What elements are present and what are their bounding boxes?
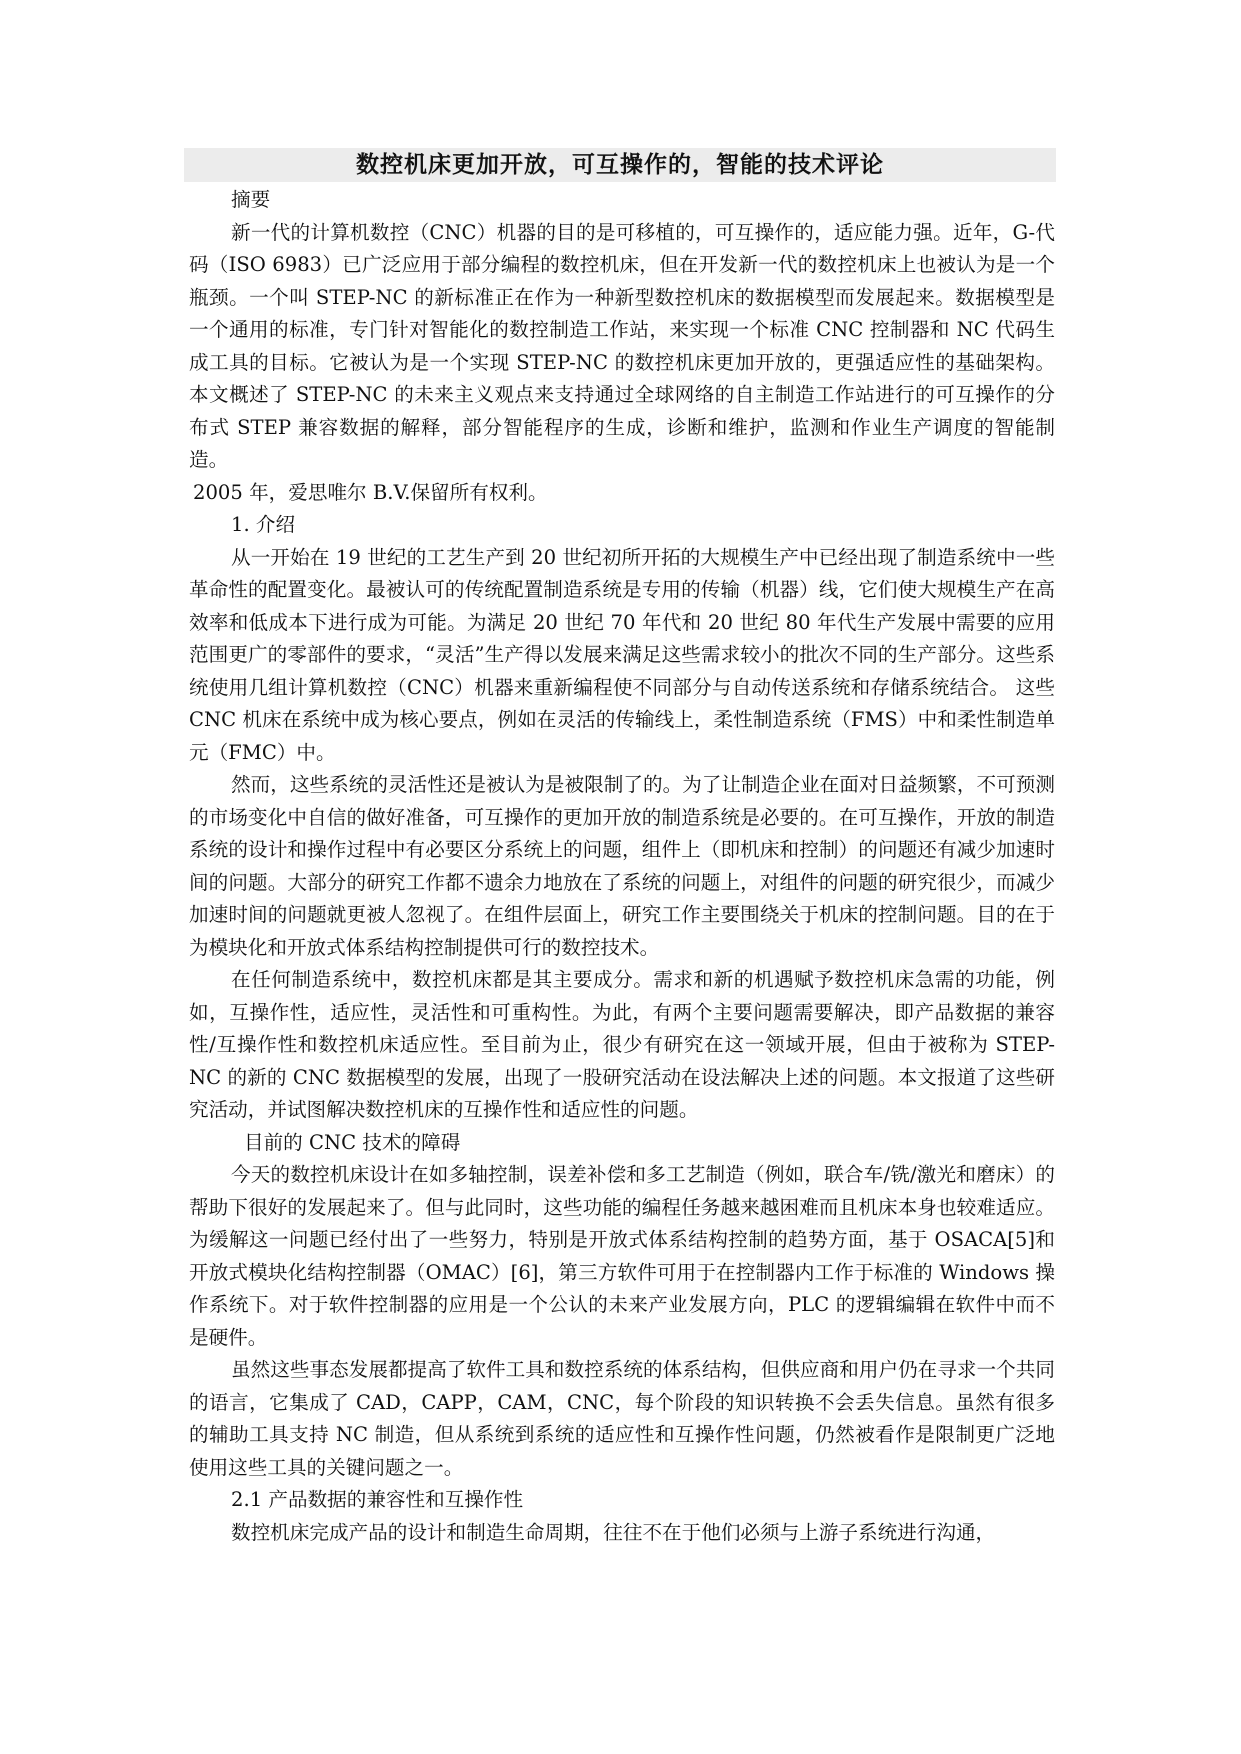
text-line: 新一代的计算机数控（CNC）机器的目的是可移植的，可互操作的，适应能力强。近 <box>231 220 973 244</box>
text-line: 述的问题。本文报道了这些研究活动，并试图解决数控机床的互操作性和适应性的问题。 <box>189 1065 1055 1121</box>
text-line: 但由于被称为 STEP-NC 的新的 CNC 数据模型的发展，出现了一股研究活动在设法解决上 <box>189 1033 1055 1089</box>
text-line: 方面，基于 OSACA[5]和开放式模块化结构控制器（OMAC）[6]，第三方软件可用于在控制 <box>189 1228 1056 1284</box>
abstract-paragraph <box>189 217 1055 477</box>
text-line: 技术。 <box>600 935 660 959</box>
text-line: 对组件的问题的研究很少，而减少加速时间的问题就更被人忽视了。在组件层面上，研究工 <box>189 870 1056 926</box>
text-line: 能，例如，互操作性，适应性，灵活性和可重构性。为此，有两个主要问题需要解决，即产 <box>189 968 1056 1024</box>
text-line: 然而，这些系统的灵活性还是被认为是被限制了的。为了让制造企业在面对日益频繁， <box>231 773 977 796</box>
text-line: 品数据的兼容性/互操作性和数控机床适应性。至目前为止，很少有研究在这一领域开展， <box>189 1000 1056 1056</box>
section-2-paragraph-2 <box>189 1354 1055 1484</box>
text-line: 在任何制造系统中，数控机床都是其主要成分。需求和新的机遇赋予数控机床急需的功 <box>231 968 996 991</box>
text-line: 年，G-代码（ISO 6983）已广泛应用于部分编程的数控机床，但在开发新一代的数控机床上 <box>189 220 1055 276</box>
section-1-heading: 1. 介绍 <box>231 513 296 536</box>
text-line: 发展起来。数据模型是一个通用的标准，专门针对智能化的数控制造工作站，来实现一个标 <box>189 285 1055 341</box>
text-line: 诊断和维护，监测和作业生产调度的智能制造。 <box>189 415 1056 471</box>
text-line: 的传输线上，柔性制造系统（FMS）中和柔性制造单元（FMC）中。 <box>189 708 1055 764</box>
text-line: 虽然这些事态发展都提高了软件工具和数控系统的体系结构，但供应商和用户仍在寻求 <box>231 1358 977 1381</box>
section-1-paragraph-3 <box>189 964 1055 1127</box>
copyright-notice: 2005 年，爱思唯尔 B.V.保留所有权利。 <box>193 480 548 504</box>
text-line: 从一开始在 19 世纪的工艺生产到 20 世纪初所开拓的大规模生产中已经出现了制造系 <box>231 545 977 569</box>
section-1-paragraph-2 <box>189 769 1055 964</box>
document-title: 数控机床更加开放，可互操作的，智能的技术评论 <box>356 151 884 178</box>
text-line: 开放的，更强适应性的基础架构。本文概述了 STEP-NC 的未来主义观点来支持通过全球网 <box>189 350 1055 406</box>
text-line: 操作，开放的制造系统的设计和操作过程中有必要区分系统上的问题，组件上（即机床和控 <box>189 805 1056 861</box>
text-line: 息。虽然有很多的辅助工具支持 NC 制造，但从系统到系统的适应性和互操作性问题，仍然 <box>189 1390 1056 1446</box>
abstract-heading: 摘要 <box>231 188 271 211</box>
text-line: 本身也较难适应。为缓解这一问题已经付出了一些努力，特别是开放式体系结构控制的趋势 <box>189 1195 1056 1251</box>
text-line: 一个共同的语言，它集成了 CAD，CAPP，CAM，CNC，每个阶段的知识转换不会丢失信 <box>189 1358 1055 1414</box>
text-line: 不可预测的市场变化中自信的做好准备，可互操作的更加开放的制造系统是必要的。在可互 <box>189 773 1055 829</box>
text-line: 络的自主制造工作站进行的可互操作的分布式 STEP 兼容数据的解释，部分智能程序的生成， <box>189 383 1055 439</box>
text-line: 也被认为是一个瓶颈。一个叫 STEP-NC 的新标准正在作为一种新型数控机床的数据模型而 <box>189 253 1055 309</box>
text-line: 分与自动传送系统和存储系统结合。 这些 CNC 机床在系统中成为核心要点，例如在灵活 <box>189 675 1055 731</box>
text-line: 器内工作于标准的 Windows 操作系统下。对于软件控制器的应用是一个公认的未来产业发 <box>189 1260 1055 1316</box>
text-line: 作主要围绕关于机床的控制问题。目的在于为模块化和开放式体系结构控制提供可行的数控 <box>189 903 1056 959</box>
section-2-1-paragraph-1 <box>189 1517 1055 1550</box>
section-2-heading: 目前的 CNC 技术的障碍 <box>244 1130 461 1154</box>
text-line: 准 CNC 控制器和 NC 代码生成工具的目标。它被认为是一个实现 STEP-NC 的数控机床更加 <box>189 318 1055 374</box>
text-line: 今天的数控机床设计在如多轴控制，误差补偿和多工艺制造（例如，联合车/铣/激光和 <box>231 1163 977 1186</box>
text-line: 使大规模生产在高效率和低成本下进行成为可能。为满足 20 世纪 70 年代和 20 世纪 80 年代 <box>189 578 1056 634</box>
text-line: 生产发展中需要的应用范围更广的零部件的要求，“灵活”生产得以发展来满足这些需求较小 <box>189 610 1056 666</box>
section-1-paragraph-1 <box>189 542 1055 770</box>
text-line: 的批次不同的生产部分。这些系统使用几组计算机数控（CNC）机器来重新编程使不同部 <box>189 643 1055 699</box>
text-line: 统中一些革命性的配置变化。最被认可的传统配置制造系统是专用的传输（机器）线，它们 <box>189 545 1055 601</box>
text-line: 被看作是限制更广泛地使用这些工具的关键问题之一。 <box>189 1423 1056 1479</box>
text-line: 数控机床完成产品的设计和制造生命周期，往往不在于他们必须与上游子系统进行沟通， <box>231 1520 996 1544</box>
text-line: 制）的问题还有减少加速时间的问题。大部分的研究工作都不遗余力地放在了系统的问题上， <box>189 838 1056 894</box>
text-line: 磨床）的帮助下很好的发展起来了。但与此同时，这些功能的编程任务越来越困难而且机床 <box>189 1163 1056 1219</box>
document-body <box>189 184 1055 1549</box>
section-2-paragraph-1 <box>189 1159 1055 1354</box>
section-2-1-heading: 2.1 产品数据的兼容性和互操作性 <box>231 1488 524 1511</box>
text-line: 展方向，PLC 的逻辑编辑在软件中而不是硬件。 <box>189 1293 1056 1349</box>
